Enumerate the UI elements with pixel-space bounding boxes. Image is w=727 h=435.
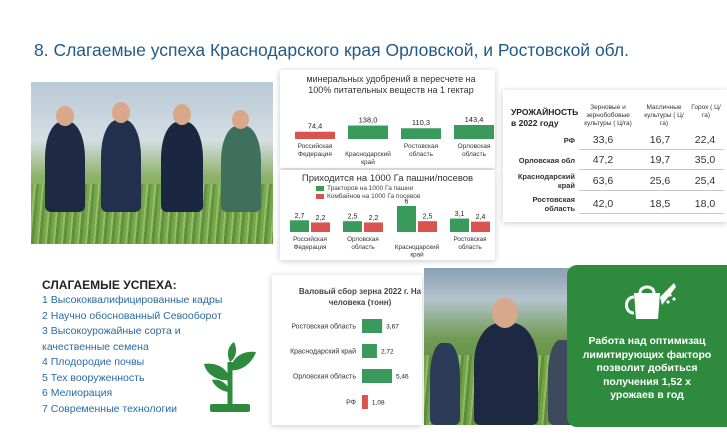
fertilizer-bar-label: область [461, 151, 487, 158]
machinery-bar-label: Федерация [293, 243, 327, 251]
fertilizer-bar-label: Краснодарский [345, 151, 391, 158]
machinery-chart-title: Приходится на 1000 Га пашни/посевов [301, 173, 474, 184]
sprout-icon [200, 340, 260, 412]
gross-harvest-bar [362, 395, 368, 409]
machinery-bar-label: область [351, 243, 375, 251]
photo-officials-in-field [31, 82, 273, 244]
gross-harvest-bar-value: 3,67 [386, 323, 399, 331]
table-cell: 63,6 [592, 175, 614, 187]
table-cell: 33,6 [592, 134, 614, 146]
gross-harvest-bar-label: Орловская область [292, 373, 356, 381]
table-row-region: Ростовская область [532, 195, 575, 213]
fertilizer-bar-value: 110,3 [411, 118, 431, 128]
table-cell: 35,0 [694, 154, 716, 166]
success-factors-title: СЛАГАЕМЫЕ УСПЕХА: [42, 278, 177, 292]
fertilizer-bar-label: Российская [297, 143, 333, 150]
machinery-bar-label: Краснодарский [394, 243, 440, 251]
machinery-bar-label: край [410, 251, 424, 259]
fertilizer-bar-chart [280, 70, 495, 168]
machinery-bar-label: область [458, 243, 482, 251]
machinery-bar [311, 222, 330, 232]
gross-harvest-bar-label: РФ [346, 399, 356, 407]
harvest-table-title: УРОЖАЙНОСТЬ [511, 107, 579, 117]
table-cell: 42,0 [592, 198, 614, 210]
fertilizer-bar-value: 74,4 [307, 121, 323, 131]
legend-tractors: Тракторов на 1000 Га пашни [316, 185, 413, 192]
machinery-bar-value: 2,5 [422, 213, 433, 221]
machinery-bar [471, 222, 490, 232]
fertilizer-chart-card [280, 70, 495, 168]
fertilizer-bar-label: Федерация [298, 151, 332, 158]
table-row-region: Орловская обл [518, 156, 575, 165]
fertilizer-bar-value: 143,4 [464, 115, 484, 124]
machinery-bar [418, 221, 437, 232]
success-factor-item: 4 Плодородие почвы [42, 356, 145, 368]
machinery-bar [397, 206, 416, 232]
machinery-bar-value: 6 [404, 198, 409, 206]
machinery-bar-value: 3,1 [454, 211, 465, 219]
table-cell: 18,5 [649, 198, 671, 210]
success-factor-item: 2 Научно обоснованный Севооборот [42, 309, 222, 322]
gross-harvest-bar-chart [272, 275, 422, 425]
success-factor-item: 5 Тех вооруженность [42, 371, 145, 384]
fertilizer-bar-label: область [408, 151, 434, 158]
gross-harvest-bar-value: 5,46 [396, 373, 409, 381]
machinery-bar-value: 2,2 [368, 214, 379, 222]
table-row-region: Краснодарский край [517, 172, 575, 190]
harvest-table-subtitle: в 2022 году [511, 118, 559, 128]
fertilizer-chart-title: минеральных удобрений в пересчете на 100% питательных веществ на 1 гектар [306, 74, 476, 95]
machinery-bar [364, 222, 383, 232]
watering-can-icon [620, 275, 676, 323]
table-cell: 22,4 [694, 134, 716, 146]
table-cell: 16,7 [649, 134, 671, 146]
machinery-chart-card [280, 170, 495, 260]
fertilizer-bar-label: Ростовская [403, 143, 439, 150]
gross-harvest-bar-value: 2,72 [380, 348, 394, 356]
success-factor-item: 3 Высокоурожайные сорта и [42, 325, 181, 337]
machinery-bar [290, 220, 309, 232]
gross-harvest-title: Валовый сбор зерна 2022 г. На человека (тонн) [298, 287, 422, 307]
table-cell: 25,4 [694, 175, 716, 187]
optimization-callout-text: Работа над оптимизац лимитирующих факторо позволит добиться получения 1,52 х урожаев в год [582, 335, 712, 401]
machinery-bar-chart [280, 170, 495, 260]
gross-harvest-bar-label: Ростовская область [291, 323, 356, 331]
legend-combines: Комбайнов на 1000 Га посевов [316, 193, 420, 200]
machinery-bar [343, 221, 362, 232]
fertilizer-bar [454, 125, 494, 139]
col-head-peas: Горох ( Ц/га) [691, 104, 721, 119]
table-cell: 18,0 [694, 198, 716, 210]
machinery-bar [450, 219, 469, 232]
fertilizer-bar-label: Орловская [457, 143, 491, 150]
gross-harvest-bar-label: Краснодарский край [290, 348, 356, 356]
fertilizer-bar-label: край [361, 159, 375, 166]
fertilizer-bar [348, 126, 388, 139]
table-row-region: РФ [563, 136, 575, 145]
machinery-bar-value: 2,5 [347, 213, 358, 221]
gross-harvest-bar-value: 1,08 [371, 399, 385, 407]
table-cell: 25,6 [649, 175, 671, 187]
success-factor-item: качественные семена [42, 340, 149, 353]
table-cell: 19,7 [649, 154, 671, 166]
fertilizer-bar [295, 132, 335, 139]
success-factor-item: 1 Высококвалифицированные кадры [42, 294, 223, 306]
gross-harvest-bar [362, 369, 392, 383]
machinery-bar-value: 2,4 [475, 214, 486, 222]
gross-harvest-bar [362, 319, 382, 333]
col-head-oil: Масличные культуры ( Ц/га) [644, 104, 684, 127]
col-head-grain: Зерновые и зернобобовые культуры ( Ц/га) [584, 104, 632, 127]
machinery-bar-value: 2,7 [294, 212, 305, 220]
success-factor-item: 7 Современные технологии [42, 402, 177, 415]
machinery-bar-label: Российская [293, 236, 327, 243]
table-cell: 47,2 [592, 154, 614, 166]
slide-title: 8. Слагаемые успеха Краснодарского края Орловской, и Ростовской обл. [34, 40, 629, 60]
machinery-bar-label: Орловская [347, 236, 379, 243]
harvest-table-card [503, 90, 727, 222]
gross-harvest-bar [362, 344, 377, 358]
fertilizer-bar-value: 138,0 [358, 115, 378, 125]
machinery-bar-value: 2,2 [315, 214, 326, 222]
fertilizer-bar [401, 128, 441, 139]
success-factor-item: 6 Мелиорация [42, 387, 113, 399]
machinery-bar-label: Ростовская [453, 236, 487, 243]
photo-official-with-wheat [424, 268, 581, 425]
